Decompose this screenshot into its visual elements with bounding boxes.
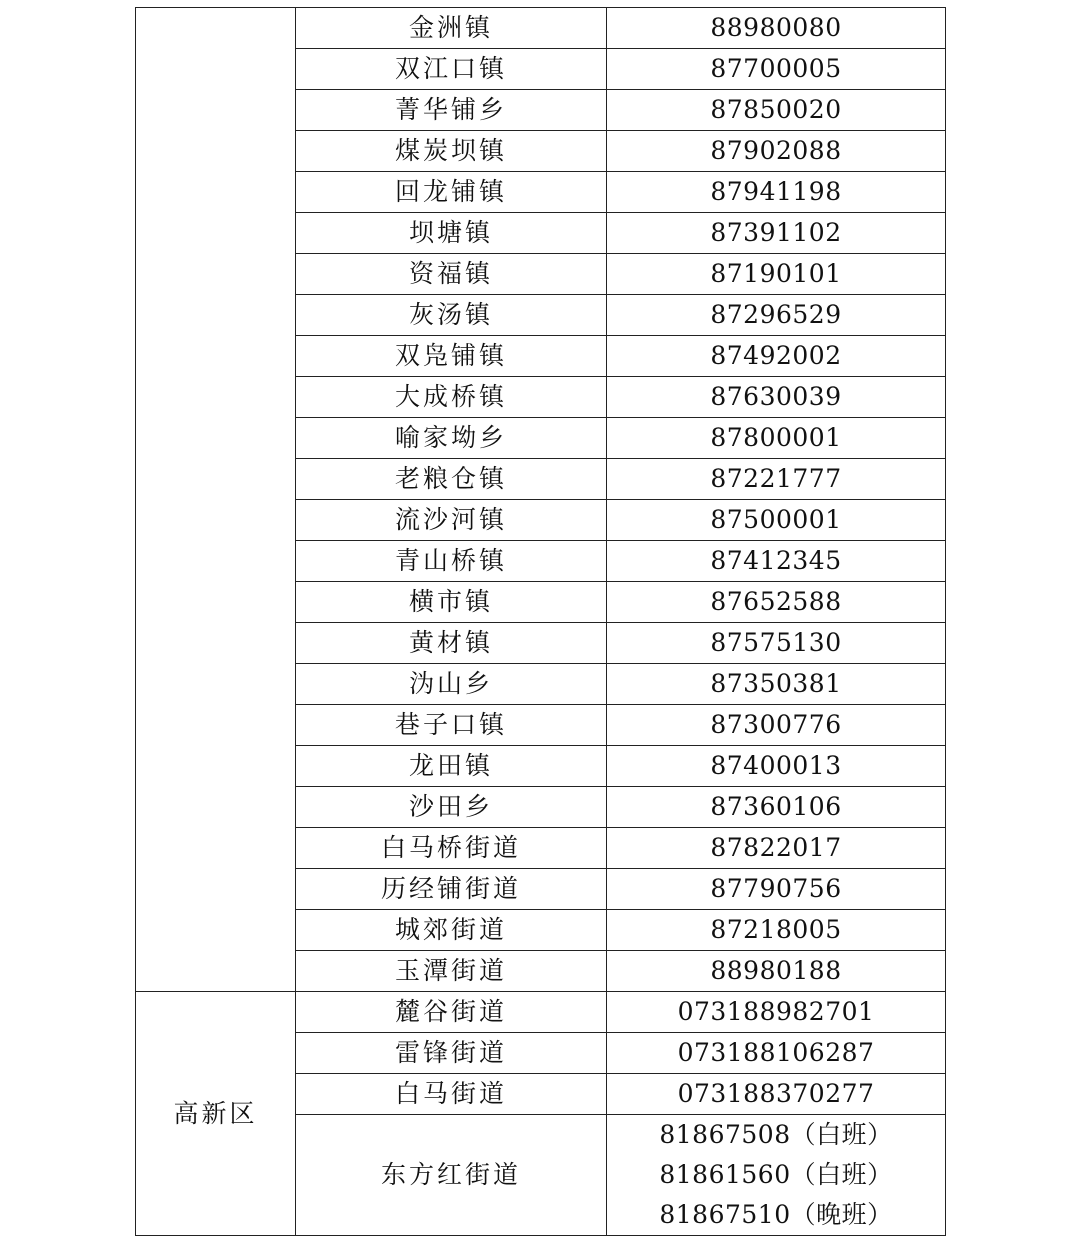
town-name: 灰汤镇: [296, 295, 607, 336]
phone-number: 87700005: [607, 49, 946, 90]
town-name: 历经铺街道: [296, 869, 607, 910]
phone-number: 87296529: [607, 295, 946, 336]
phone-number: 87360106: [607, 787, 946, 828]
phone-number: 87218005: [607, 910, 946, 951]
phone-number: 073188106287: [607, 1033, 946, 1074]
phone-number: 87790756: [607, 869, 946, 910]
phone-number: 87850020: [607, 90, 946, 131]
phone-number: 87391102: [607, 213, 946, 254]
phone-number: 073188370277: [607, 1074, 946, 1115]
phone-number-group: [607, 1115, 946, 1236]
phone-number: 87652588: [607, 582, 946, 623]
town-name: 横市镇: [296, 582, 607, 623]
town-name: 麓谷街道: [296, 992, 607, 1033]
town-name: 黄材镇: [296, 623, 607, 664]
town-name: 资福镇: [296, 254, 607, 295]
town-name: 白马街道: [296, 1074, 607, 1115]
town-name: 大成桥镇: [296, 377, 607, 418]
town-name: 沩山乡: [296, 664, 607, 705]
phone-number: 87190101: [607, 254, 946, 295]
phone-number: 073188982701: [607, 992, 946, 1033]
town-name: 青山桥镇: [296, 541, 607, 582]
phone-number: 88980080: [607, 8, 946, 49]
phone-number: 87300776: [607, 705, 946, 746]
town-name: 回龙铺镇: [296, 172, 607, 213]
contact-table: [135, 7, 946, 1236]
phone-number: 87800001: [607, 418, 946, 459]
town-name: 煤炭坝镇: [296, 131, 607, 172]
area-cell: 高新区: [136, 992, 296, 1236]
town-name: 金洲镇: [296, 8, 607, 49]
phone-number: 87575130: [607, 623, 946, 664]
phone-number: 88980188: [607, 951, 946, 992]
town-name: 双凫铺镇: [296, 336, 607, 377]
town-name: 坝塘镇: [296, 213, 607, 254]
phone-number: 81867510（晚班）: [659, 1200, 893, 1229]
town-name: 流沙河镇: [296, 500, 607, 541]
phone-number: 87412345: [607, 541, 946, 582]
town-name: 玉潭街道: [296, 951, 607, 992]
town-name: 巷子口镇: [296, 705, 607, 746]
phone-number: 87500001: [607, 500, 946, 541]
table-row: [136, 8, 946, 49]
phone-number: 87400013: [607, 746, 946, 787]
table-row: [136, 992, 946, 1033]
phone-number: 87822017: [607, 828, 946, 869]
town-name: 龙田镇: [296, 746, 607, 787]
phone-number: 81867508（白班）: [659, 1120, 893, 1149]
town-name: 东方红街道: [296, 1115, 607, 1236]
town-name: 沙田乡: [296, 787, 607, 828]
town-name: 白马桥街道: [296, 828, 607, 869]
phone-number: 87350381: [607, 664, 946, 705]
town-name: 城郊街道: [296, 910, 607, 951]
town-name: 菁华铺乡: [296, 90, 607, 131]
phone-number: 81861560（白班）: [659, 1160, 893, 1189]
area-cell: [136, 8, 296, 992]
town-name: 双江口镇: [296, 49, 607, 90]
town-name: 喻家坳乡: [296, 418, 607, 459]
town-name: 老粮仓镇: [296, 459, 607, 500]
phone-number: 87902088: [607, 131, 946, 172]
phone-number: 87492002: [607, 336, 946, 377]
phone-number: 87630039: [607, 377, 946, 418]
phone-number: 87221777: [607, 459, 946, 500]
town-name: 雷锋街道: [296, 1033, 607, 1074]
phone-number: 87941198: [607, 172, 946, 213]
